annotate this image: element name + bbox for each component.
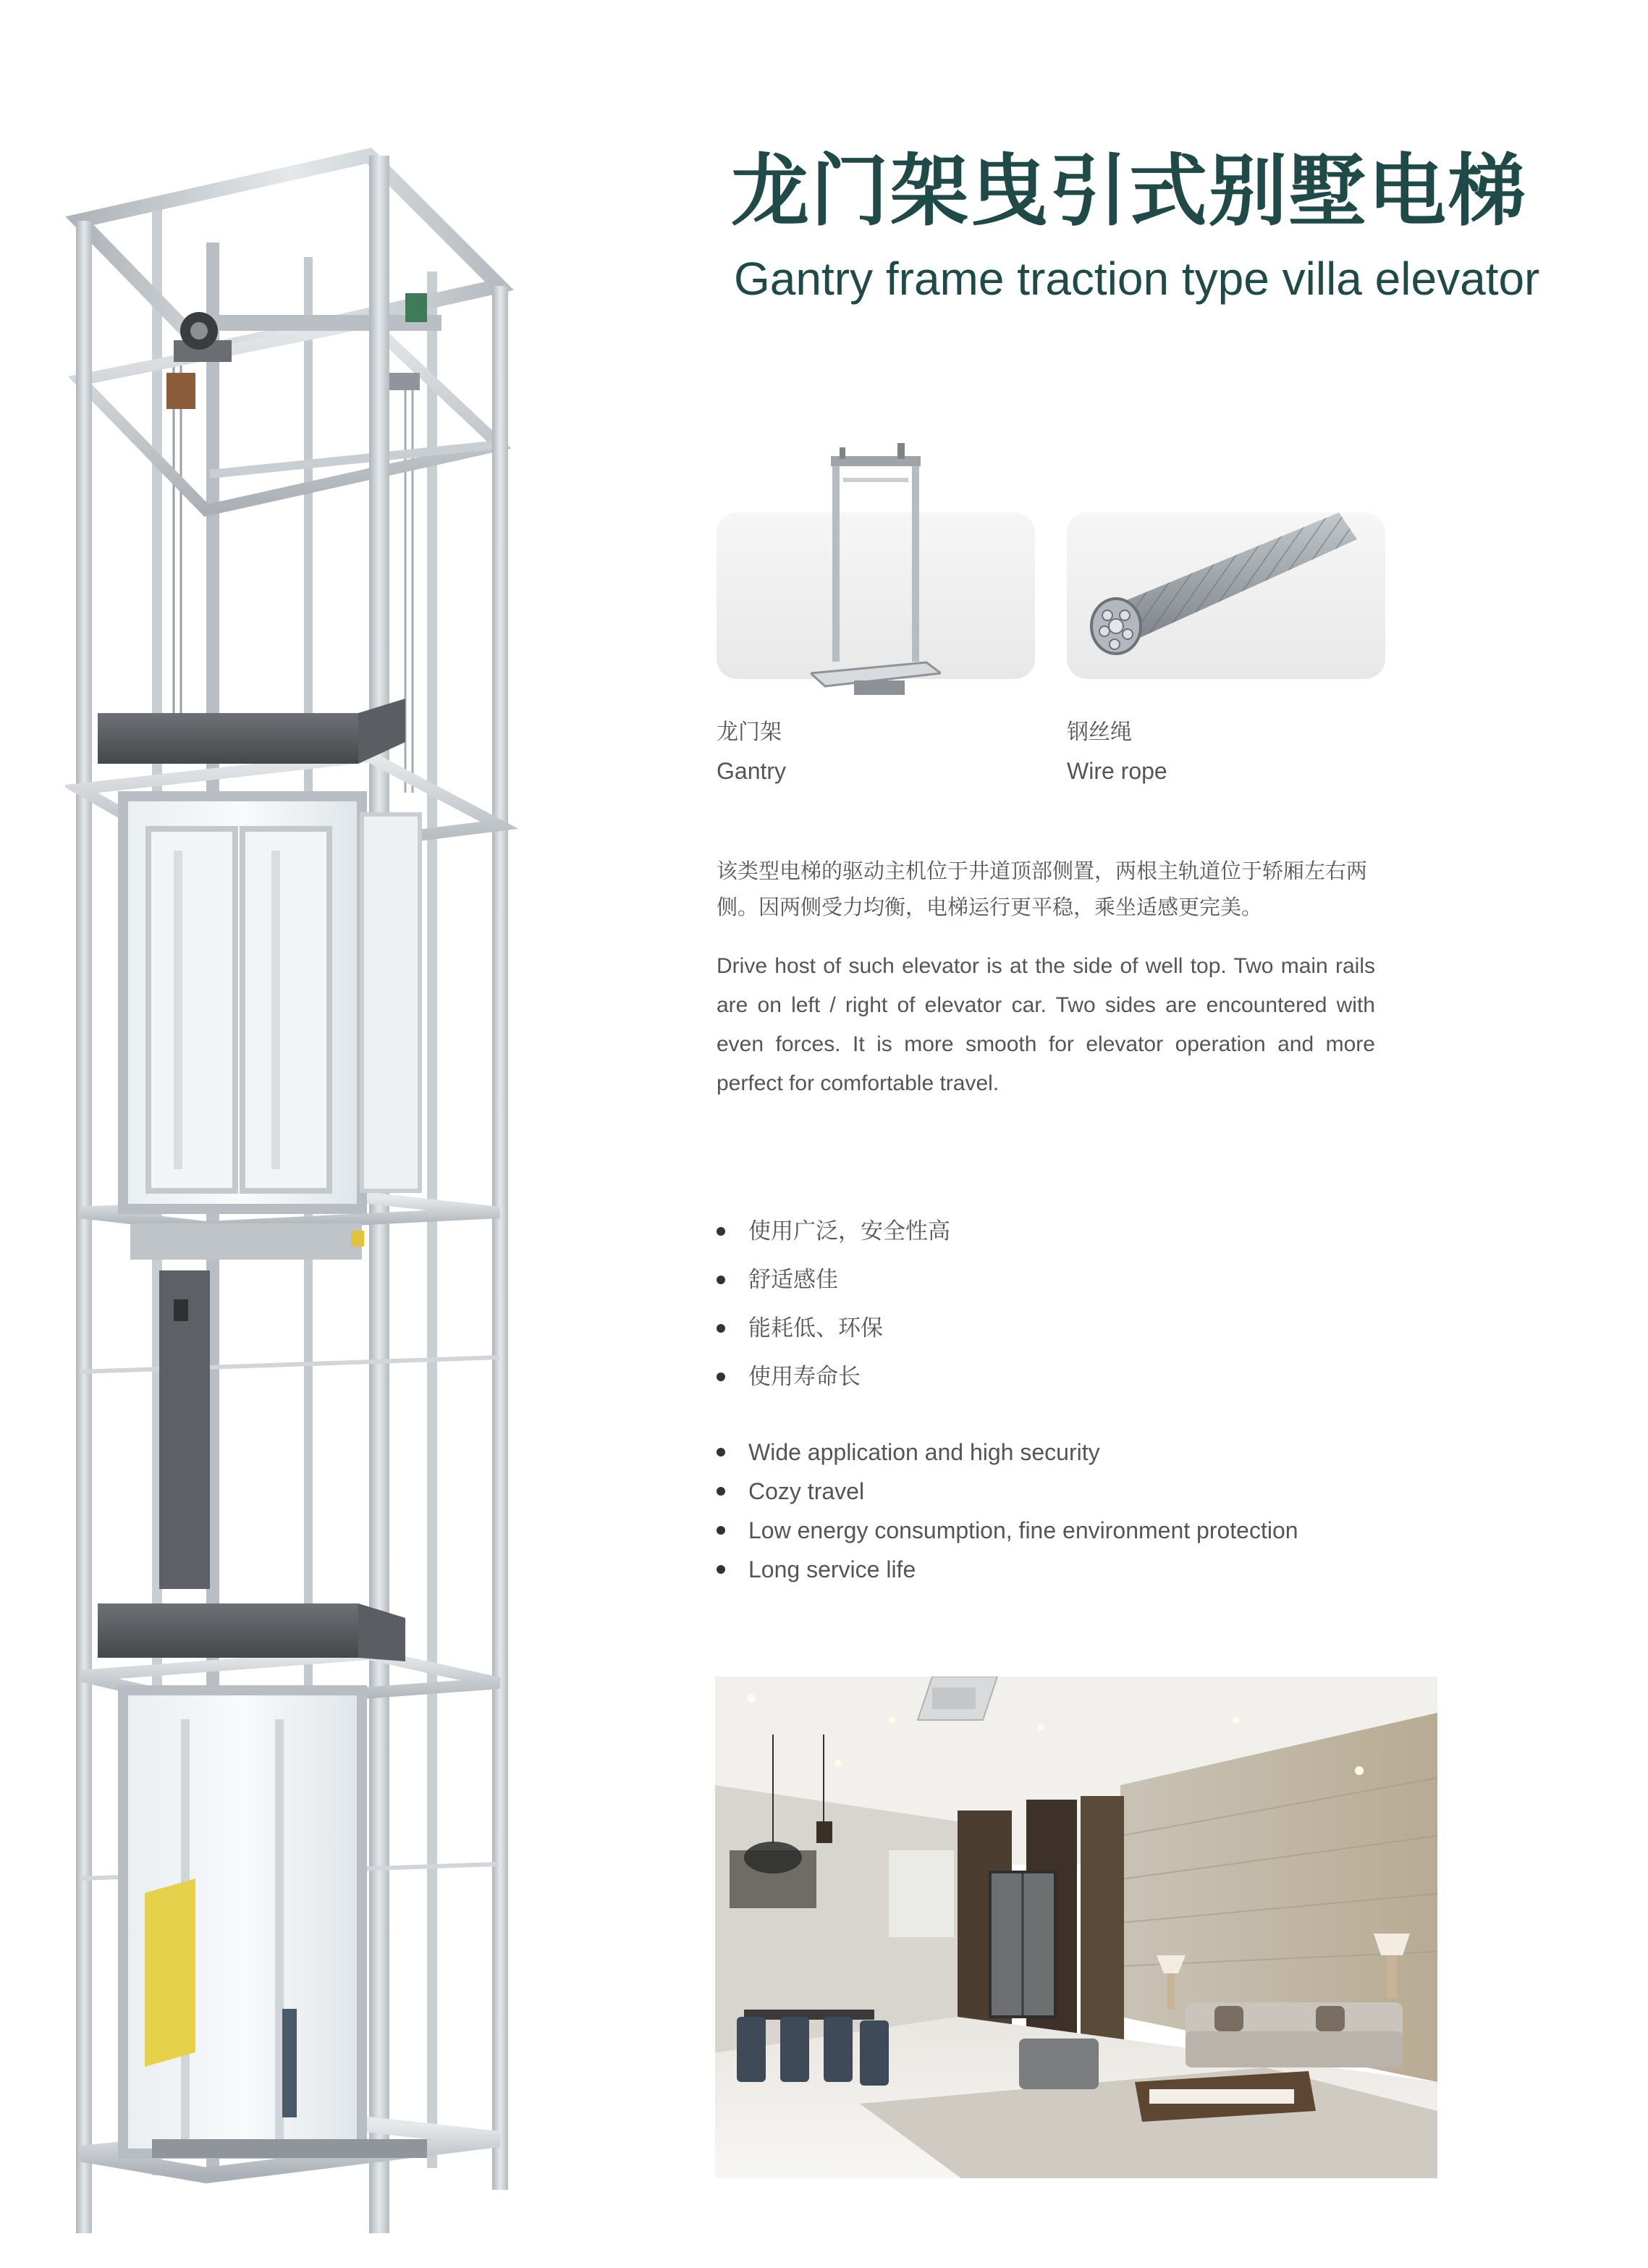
- gantry-elevator-illustration: [65, 141, 528, 2248]
- gantry-frame-icon: [811, 434, 941, 709]
- component-label-en: Gantry: [717, 758, 787, 784]
- bullet-icon: [717, 1565, 725, 1574]
- bullet-icon: [717, 1227, 725, 1236]
- list-item: Cozy travel: [717, 1475, 1298, 1514]
- list-item: Wide application and high security: [717, 1436, 1298, 1475]
- component-label-cn: 龙门架: [717, 720, 782, 745]
- feature-list-cn: [717, 1213, 950, 1407]
- bullet-icon: [717, 1526, 725, 1535]
- component-label-en: Wire rope: [1067, 758, 1167, 784]
- page-title-cn: 龙门架曳引式别墅电梯: [731, 146, 1528, 237]
- list-item: Long service life: [717, 1554, 1298, 1593]
- feature-list-en: [717, 1436, 1298, 1593]
- description-en: Drive host of such elevator is at the side of well top. Two main rails are on left / right of elevator car. Two sides are encountered with even forces. It is more smooth for elevator operation and more perfect for comfortable travel.: [717, 954, 1375, 1095]
- bullet-icon: [717, 1448, 725, 1457]
- bullet-icon: [717, 1373, 725, 1381]
- description-cn: 该类型电梯的驱动主机位于井道顶部侧置，两根主轨道位于轿厢左右两侧。因两侧受力均衡，电梯运行更平稳，乘坐适感更完美。: [717, 859, 1368, 919]
- wire-rope-icon: [1078, 507, 1375, 673]
- villa-interior-photo: [715, 1677, 1437, 2178]
- page-title-en: Gantry frame traction type villa elevator: [734, 253, 1540, 305]
- list-item: 使用广泛，安全性高: [717, 1213, 950, 1262]
- bullet-icon: [717, 1324, 725, 1333]
- list-item: Low energy consumption, fine environment protection: [717, 1514, 1298, 1554]
- bullet-icon: [717, 1276, 725, 1284]
- list-item: 使用寿命长: [717, 1359, 950, 1407]
- list-item: 舒适感佳: [717, 1262, 950, 1310]
- list-item: 能耗低、环保: [717, 1310, 950, 1359]
- component-label-cn: 钢丝绳: [1067, 720, 1132, 745]
- bullet-icon: [717, 1487, 725, 1496]
